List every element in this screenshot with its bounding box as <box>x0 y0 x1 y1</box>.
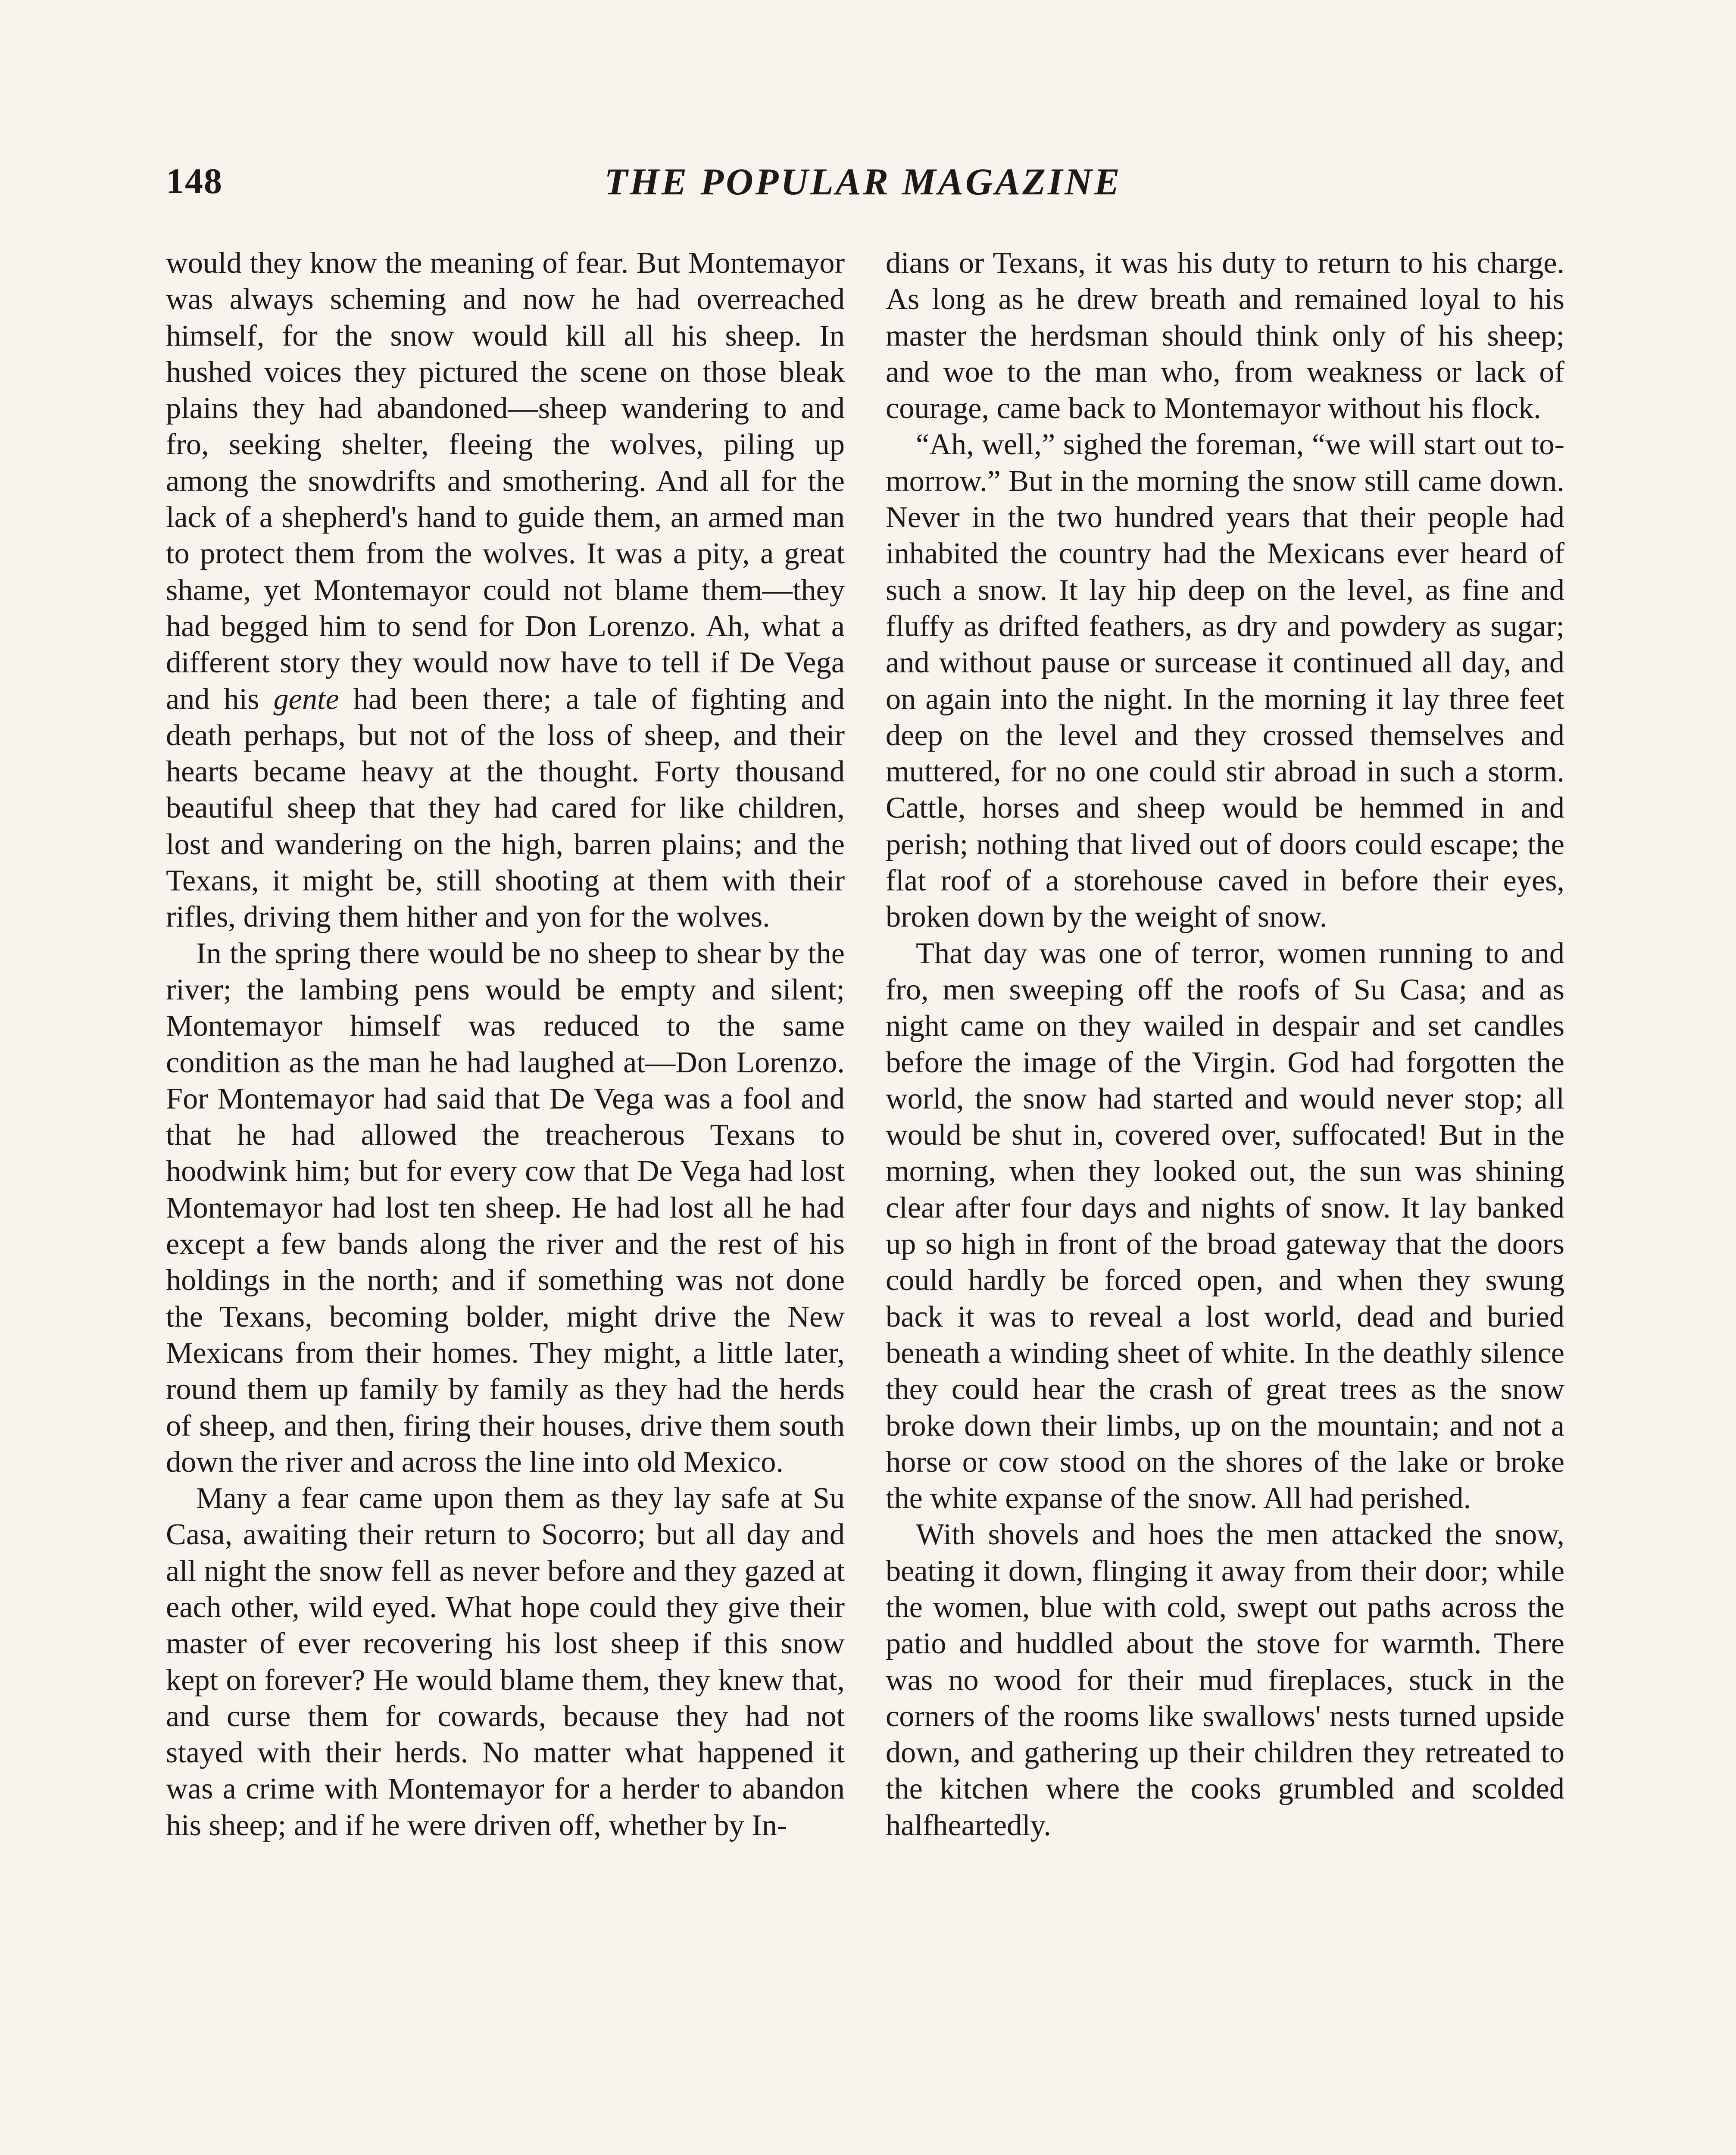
paragraph: In the spring there would be no sheep to shear by the river; the lambing pens would be empty and silent; Montemayor himself was reduced to the same condition as the man he had laughed at—Don Lorenzo. For Montemayor had said that De Vega was a fool and that he had allowed the treacherous Texans to hoodwink him; but for every cow that De Vega had lost Montemayor had lost ten sheep. He had lost all he had except a few bands along the river and the rest of his holdings in the north; and if something was not done the Texans, becoming bolder, might drive the New Mexicans from their homes. They might, a little later, round them up family by family as they had the herds of sheep, and then, firing their houses, drive them south down the river and across the line into old Mexico. <box>166 936 845 1479</box>
page-header <box>166 160 1560 221</box>
paragraph: With shovels and hoes the men attacked the snow, beating it down, flinging it away from their door; while the women, blue with cold, swept out paths across the patio and huddled about the stove for warmth. There was no wood for their mud fireplaces, stuck in the corners of the rooms like swallows' nests turned upside down, and gathering up their children they retreated to the kitchen where the cooks grumbled and scolded halfheartedly. <box>886 1518 1564 1842</box>
italic-word: gente <box>273 682 339 716</box>
paragraph: “Ah, well,” sighed the foreman, “we will start out to-morrow.” But in the morning the snow still came down. Never in the two hundred years that their people had inhabited the country had the Mexicans ever heard of such a snow. It lay hip deep on the level, as fine and fluffy as drifted feathers, as dry and powdery as sugar; and without pause or surcease it continued all day, and on again into the night. In the morning it lay three feet deep on the level and they crossed themselves and muttered, for no one could stir abroad in such a storm. Cattle, horses and sheep would be hemmed in and perish; nothing that lived out of doors could escape; the flat roof of a storehouse caved in before their eyes, broken down by the weight of snow. <box>886 428 1564 934</box>
page-number: 148 <box>166 161 223 201</box>
paragraph: That day was one of terror, women running to and fro, men sweeping off the roofs of Su Casa; and as night came on they wailed in despair and set candles before the image of the Virgin. God had forgotten the world, the snow had started and would never stop; all would be shut in, covered over, suffocated! But in the morning, when they looked out, the sun was shining clear after four days and nights of snow. It lay banked up so high in front of the broad gateway that the doors could hardly be forced open, and when they swung back it was to reveal a lost world, dead and buried beneath a winding sheet of white. In the deathly silence they could hear the crash of great trees as the snow broke down their limbs, up on the mountain; and not a horse or cow stood on the shores of the lake or broke the white expanse of the snow. All had perished. <box>886 936 1564 1515</box>
paragraph: Many a fear came upon them as they lay safe at Su Casa, awaiting their return to Socorro; but all day and all night the snow fell as never before and they gazed at each other, wild eyed. What hope could they give their master of ever recovering his lost sheep if this snow kept on forever? He would blame them, they knew that, and curse them for cowards, because they had not stayed with their herds. No matter what happened it was a crime with Montemayor for a herder to abandon his sheep; and if he were driven off, whether by In- <box>166 1481 845 1842</box>
paragraph <box>166 245 845 935</box>
right-column <box>886 245 1564 1843</box>
running-title: THE POPULAR MAGAZINE <box>604 161 1122 203</box>
paragraph: dians or Texans, it was his duty to return to his charge. As long as he drew breath and remained loyal to his master the herdsman should think only of his sheep; and woe to the man who, from weakness or lack of courage, came back to Montemayor without his flock. <box>886 246 1564 425</box>
paragraph-text: would they know the meaning of fear. But Montemayor was always scheming and now he had overreached himself, for the snow would kill all his sheep. In hushed voices they pictured the scene on those bleak plains they had abandoned—sheep wandering to and fro, seeking shelter, fleeing the wolves, piling up among the snowdrifts and smothering. And all for the lack of a shepherd's hand to guide them, an armed man to protect them from the wolves. It was a pity, a great shame, yet Montemayor could not blame them—they had begged him to send for Don Lorenzo. Ah, what a different story they would now have to tell if De Vega and his <box>166 246 845 716</box>
left-column <box>166 245 845 1843</box>
paragraph-text: had been there; a tale of fighting and death perhaps, but not of the loss of sheep, and their hearts became heavy at the thought. Forty thousand beautiful sheep that they had cared for like children, lost and wandering on the high, barren plains; and the Texans, it might be, still shooting at them with their rifles, driving them hither and yon for the wolves. <box>166 682 845 934</box>
